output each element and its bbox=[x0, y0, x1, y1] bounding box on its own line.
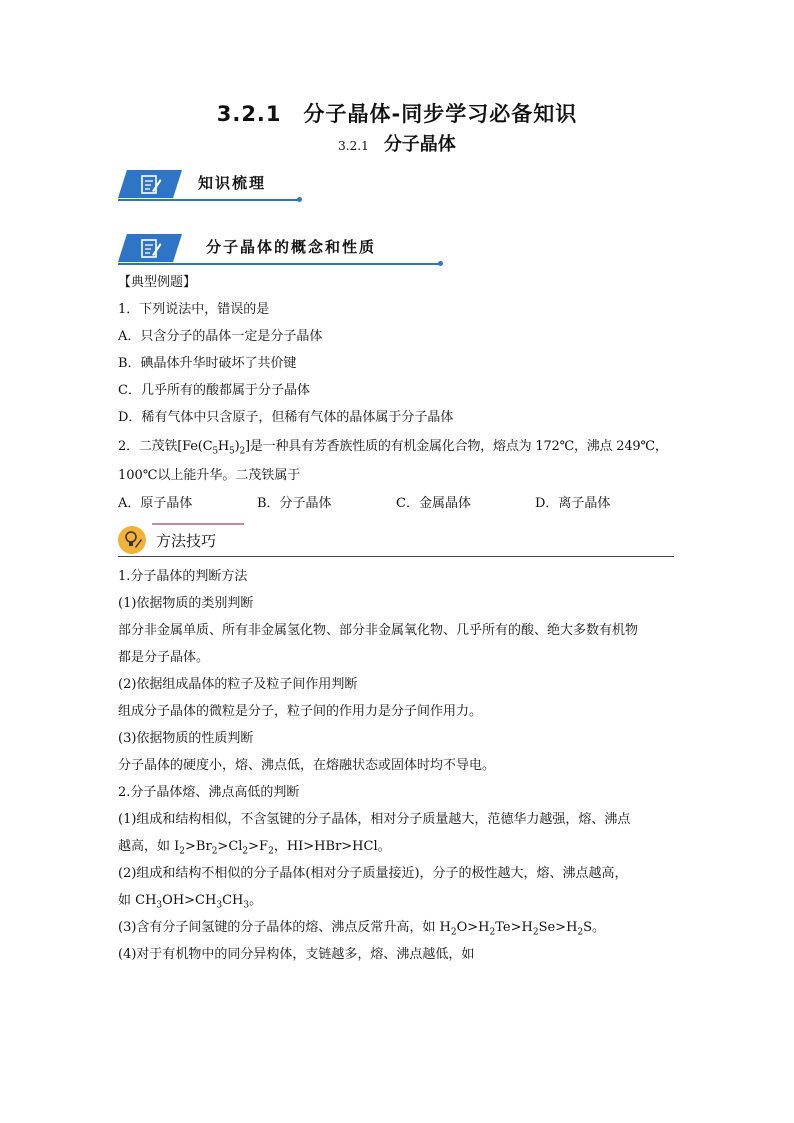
body-line: 如 $CH_3OH>CH_3CH_3$。 bbox=[118, 893, 263, 911]
body-line: 组成分子晶体的微粒是分子，粒子间的作用力是分子间作用力。 bbox=[118, 704, 483, 719]
method-label: 方法技巧 bbox=[156, 532, 217, 550]
examples-heading: 【典型例题】 bbox=[118, 275, 197, 290]
body-line: 分子晶体的硬度小，熔、沸点低，在熔融状态或固体时均不导电。 bbox=[118, 758, 496, 773]
section-number: 3.2.1 bbox=[338, 139, 369, 153]
q2-option-d: D．离子晶体 bbox=[535, 496, 611, 511]
q1-option-d: D．稀有气体中只含原子，但稀有气体的晶体属于分子晶体 bbox=[118, 410, 454, 425]
banner-underline-dot bbox=[297, 197, 302, 202]
body-line: 越高，如 $I_2>Br_2>Cl_2>F_2$，HI>HBr>HCl。 bbox=[118, 839, 391, 857]
method-tips-header bbox=[118, 522, 678, 558]
method-divider bbox=[118, 556, 674, 557]
pencil-note-icon bbox=[140, 173, 162, 195]
q1-option-c: C．几乎所有的酸都属于分子晶体 bbox=[118, 383, 310, 398]
lightbulb-pen-icon bbox=[121, 529, 143, 551]
body-line: (3)依据物质的性质判断 bbox=[118, 731, 254, 746]
q2-option-a: A．原子晶体 bbox=[118, 496, 193, 511]
q2-option-c: C．金属晶体 bbox=[396, 496, 471, 511]
q1-stem: 1．下列说法中，错误的是 bbox=[118, 302, 270, 317]
body-line: 2.分子晶体熔、沸点高低的判断 bbox=[118, 785, 300, 800]
banner-knowledge-summary bbox=[118, 170, 304, 202]
body-line: (2)依据组成晶体的粒子及粒子间作用判断 bbox=[118, 677, 358, 692]
body-line: 都是分子晶体。 bbox=[118, 650, 210, 665]
body-line: 1.分子晶体的判断方法 bbox=[118, 569, 248, 584]
body-line: (1)依据物质的类别判断 bbox=[118, 596, 254, 611]
section-subtitle bbox=[0, 130, 794, 156]
body-line: (2)组成和结构不相似的分子晶体(相对分子质量接近)，分子的极性越大，熔、沸点越高， bbox=[118, 866, 628, 881]
body-line: (4)对于有机物中的同分异构体，支链越多，熔、沸点越低，如 bbox=[118, 947, 475, 962]
banner-label: 知识梳理 bbox=[198, 174, 267, 192]
method-top-line bbox=[152, 523, 244, 525]
q1-option-a: A．只含分子的晶体一定是分子晶体 bbox=[118, 329, 323, 344]
page-title: 3.2.1 分子晶体-同步学习必备知识 bbox=[216, 102, 578, 126]
q2-stem-line2: 100℃以上能升华。二茂铁属于 bbox=[118, 468, 301, 483]
banner-underline-dot bbox=[438, 261, 443, 266]
pencil-note-icon bbox=[140, 237, 162, 259]
banner-underline bbox=[118, 199, 298, 201]
body-line: (1)组成和结构相似，不含氢键的分子晶体，相对分子质量越大，范德华力越强，熔、沸点 bbox=[118, 812, 631, 827]
body-line: 部分非金属单质、所有非金属氢化物、部分非金属氧化物、几乎所有的酸、绝大多数有机物 bbox=[118, 623, 639, 638]
q2-stem-line1: 2．二茂铁$[Fe(C_5H_5)_2]$是一种具有芳香族性质的有机金属化合物，熔点为 172℃，沸点 249℃， bbox=[118, 439, 668, 457]
banner-label: 分子晶体的概念和性质 bbox=[206, 238, 377, 256]
section-name: 分子晶体 bbox=[383, 134, 456, 155]
q2-option-b: B．分子晶体 bbox=[257, 496, 332, 511]
banner-underline bbox=[118, 263, 440, 265]
q1-option-b: B．碘晶体升华时破坏了共价键 bbox=[118, 356, 297, 371]
body-line: (3)含有分子间氢键的分子晶体的熔、沸点反常升高，如 $H_2O>H_2Te>H_2Se>H_2S$。 bbox=[118, 920, 606, 938]
banner-concept-properties bbox=[118, 234, 448, 266]
